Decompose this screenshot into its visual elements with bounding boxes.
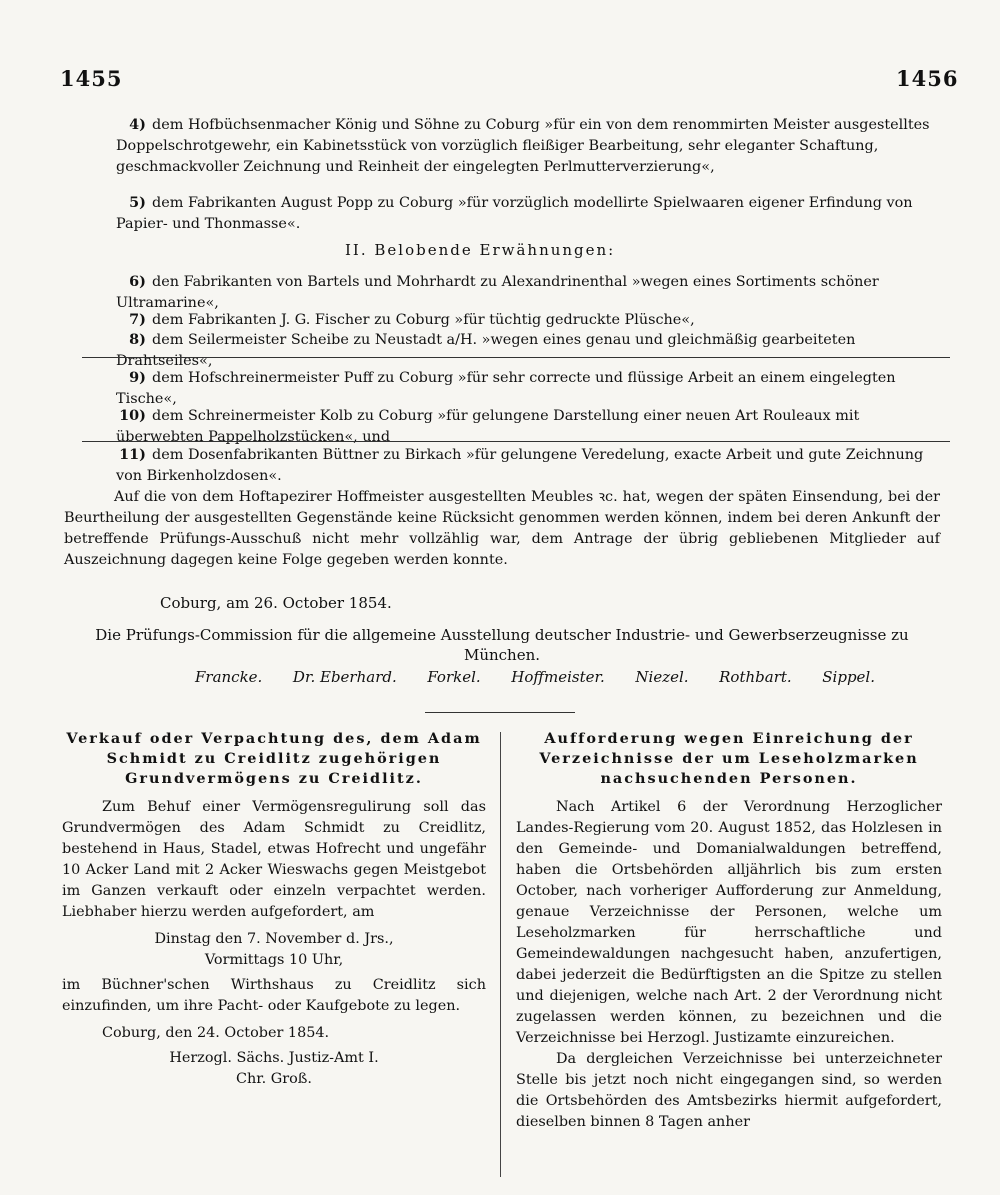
page-number-right: 1456 [896, 66, 959, 91]
notice-body: Nach Artikel 6 der Verordnung Herzoglicher Landes-Regierung vom 20. August 1852, das Holzlesen in den Gemeinde- und Domanialwaldungen betreffend, haben die Ortsbehörden alljährlich bis zum ersten October, nach vorheriger Aufforderung zur Anmeldung, genaue Verzeichnisse der Personen, welche um Leseholzmarken für herrschaftliche und Gemeindewaldungen nachgesucht haben, anzufertigen, dabei jederzeit die Bedürftigsten an die Spitze zu stellen und diejenigen, welche nach Art. 2 der Verordnung nicht zugelassen werden können, zu bezeichnen und die Verzeichnisse bei Herzogl. Justizamte einzureichen. [516, 799, 942, 1046]
signatory-name: Rothbart. [719, 668, 792, 686]
award-item-9 [116, 367, 948, 410]
issuing-office: Herzogl. Sächs. Justiz-Amt I. [169, 1050, 379, 1066]
award-item-5 [116, 192, 948, 235]
award-number: 6) [129, 273, 146, 290]
award-number: 9) [129, 369, 146, 386]
signatory-name: Francke. [195, 668, 263, 686]
award-text: dem Fabrikanten August Popp zu Coburg »für vorzüglich modellirte Spielwaaren eigener Erfindung von Papier- und Thonmasse«. [116, 195, 913, 232]
notice-body-continued: im Büchner'schen Wirthshaus zu Creidlitz sich einzufinden, um ihre Pacht- oder Kaufgebote zu legen. [62, 977, 486, 1014]
award-text: den Fabrikanten von Bartels und Mohrhardt zu Alexandrinenthal »wegen eines Sortiments schöner Ultramarine«, [116, 274, 879, 311]
award-number: 4) [129, 116, 146, 133]
award-text: dem Hofbüchsenmacher König und Söhne zu Coburg »für ein von dem renommirten Meister ausgestelltes Doppelschrotgewehr, ein Kabinetsstück von vorzüglich fleißiger Bearbeitung, sehr eleganter Schaftung, geschmackvoller Zeichnung und Reinheit der eingelegten Perlmutterverzierung«, [116, 117, 930, 175]
auction-date: Dinstag den 7. November d. Jrs., [154, 931, 394, 947]
signatory-name: Hoffmeister. [511, 668, 605, 686]
award-number: 7) [129, 311, 146, 328]
signatory-name: Sippel. [822, 668, 875, 686]
section-heading: II. Belobende Erwähnungen: [345, 241, 616, 259]
signatory-name: Dr. Eberhard. [292, 668, 397, 686]
sale-notice [62, 729, 486, 1090]
signatory-name: Niezel. [635, 668, 689, 686]
short-divider [425, 712, 575, 713]
note-paragraph: Auf die von dem Hoftapezirer Hoffmeister ausgestellten Meubles ꝛc. hat, wegen der späten Einsendung, bei der Beurtheilung der ausgestellten Gegenstände keine Rücksicht genommen werden können, indem bei deren Ankunft der betreffende Prüfungs-Ausschuß nicht mehr vollzählig war, dem Antrage der übrig gebliebenen Mitglieder auf Auszeichnung dagegen keine Folge gegeben werden konnte. [64, 489, 940, 568]
award-number: 5) [129, 194, 146, 211]
notice-heading: Verkauf oder Verpachtung des, dem Adam Schmidt zu Creidlitz zugehörigen Grundvermögens zu Creidlitz. [66, 730, 482, 787]
award-item-4 [116, 114, 948, 178]
page-number-left: 1455 [60, 66, 123, 91]
notice-body: Zum Behuf einer Vermögensregulirung soll das Grundvermögen des Adam Schmidt zu Creidlitz, bestehend in Haus, Stadel, etwas Hofrecht und ungefähr 10 Acker Land mit 2 Acker Wieswachs gegen Meistgebot im Ganzen verkauft oder einzeln verpachtet werden. Liebhaber hierzu werden aufgefordert, am [62, 799, 486, 920]
notice-body-continued: Da dergleichen Verzeichnisse bei unterzeichneter Stelle bis jetzt noch nicht eingegangen sind, so werden die Ortsbehörden des Amtsbezirks hiermit aufgefordert, dieselben binnen 8 Tagen anher [516, 1051, 942, 1130]
award-text: dem Seilermeister Scheibe zu Neustadt a/H. »wegen eines genau und gleichmäßig gearbeiteten Drahtseiles«, [116, 332, 856, 369]
notice-place-date: Coburg, den 24. October 1854. [102, 1025, 330, 1041]
commission-title: Die Prüfungs-Commission für die allgemeine Ausstellung deutscher Industrie- und Gewerbserzeugnisse zu München. [95, 626, 909, 664]
award-item-6 [116, 271, 948, 314]
award-item-8 [116, 329, 948, 372]
award-text: dem Dosenfabrikanten Büttner zu Birkach »für gelungene Veredelung, exacte Arbeit und gute Zeichnung von Birkenholzdosen«. [116, 447, 924, 484]
divider-line [82, 357, 950, 358]
signatories [195, 668, 875, 686]
award-text: dem Schreinermeister Kolb zu Coburg »für gelungene Darstellung einer neuen Art Rouleaux mit überwebten Pappelholzstücken«, und [116, 408, 860, 445]
signatory-name: Forkel. [427, 668, 481, 686]
auction-time: Vormittags 10 Uhr, [204, 952, 344, 968]
award-item-11 [116, 444, 948, 487]
notice-heading: Aufforderung wegen Einreichung der Verzeichnisse der um Leseholzmarken nachsuchenden Personen. [539, 730, 919, 787]
award-number: 10) [119, 407, 146, 424]
place-date: Coburg, am 26. October 1854. [160, 594, 392, 612]
column-separator [500, 732, 501, 1177]
award-text: dem Fabrikanten J. G. Fischer zu Coburg »für tüchtig gedruckte Plüsche«, [152, 312, 695, 328]
award-text: dem Hofschreinermeister Puff zu Coburg »für sehr correcte und flüssige Arbeit an einem eingelegten Tische«, [116, 370, 896, 407]
award-number: 11) [119, 446, 146, 463]
award-item-7 [116, 309, 948, 331]
firewood-notice [516, 729, 942, 1133]
award-number: 8) [129, 331, 146, 348]
notice-signature: Chr. Groß. [236, 1071, 312, 1087]
divider-line [82, 441, 950, 442]
